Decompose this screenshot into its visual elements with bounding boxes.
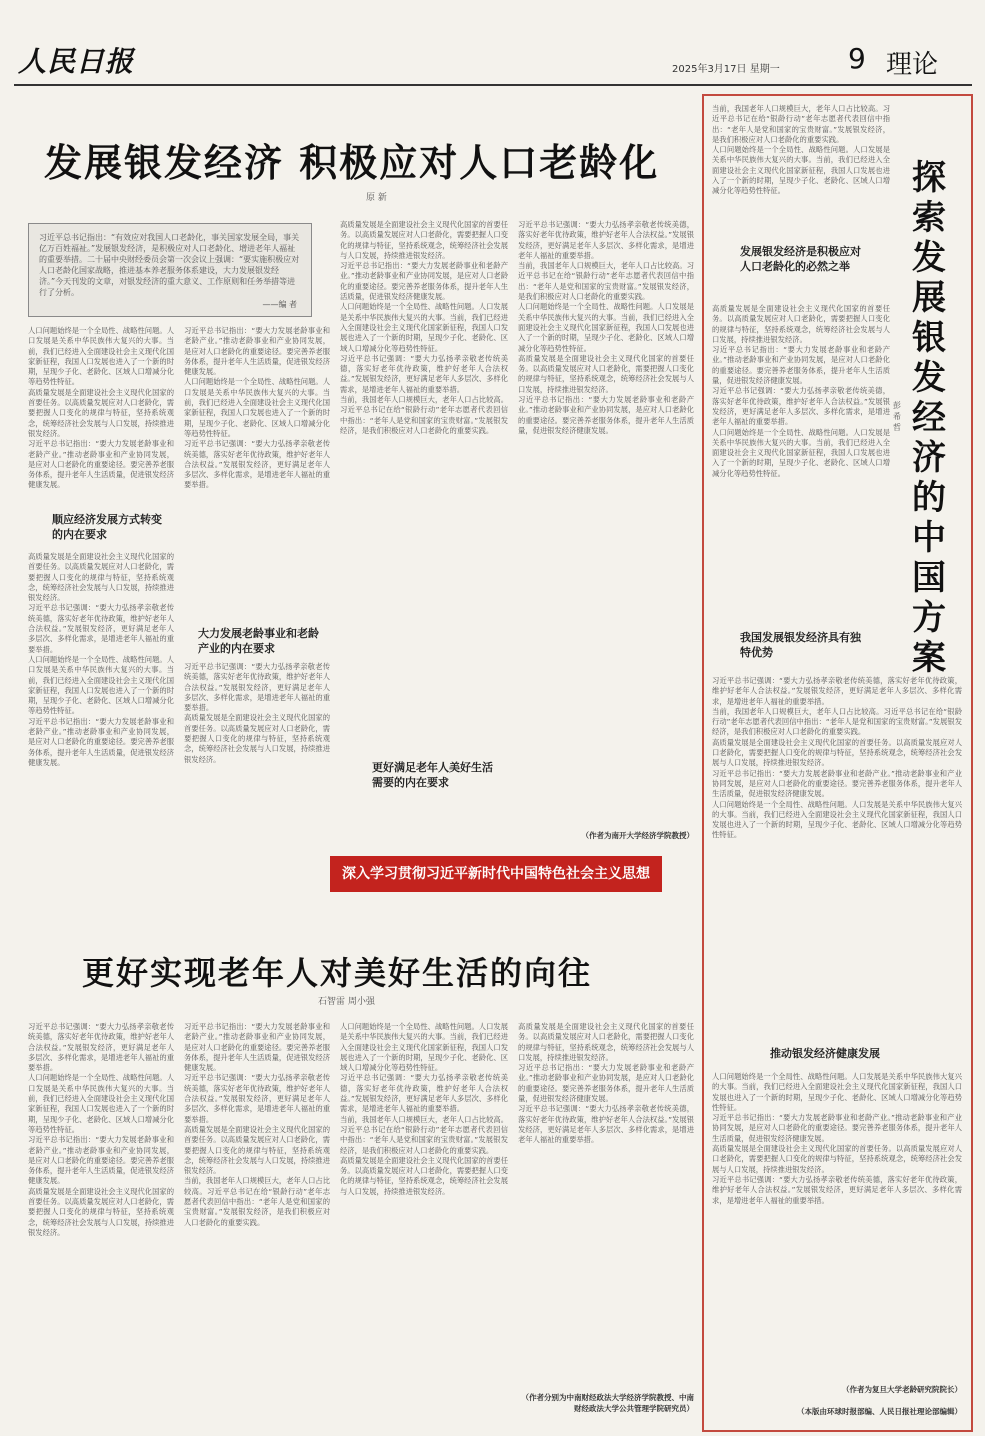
page-footer-credit: （本版由环球时报部编、人民日报社理论部编辑） <box>797 1407 962 1416</box>
article1-column-2b: 习近平总书记强调：“要大力弘扬孝亲敬老传统美德，落实好老年优待政策，维护好老年人合法权益。”发展银发经济，更好满足老年人多层次、多样化需求，是增进老年人福祉的重要举措。 高质量发展是全面建设社会主义现代化国家的首要任务。以高质量发展应对人口老龄化，需要把握人口变化的规律与特征，坚持系统观念，统筹经济社会发展与人口发展，持续推进银发经济。 <box>184 662 330 764</box>
article2-authors: 石智雷 周小强 <box>318 997 375 1007</box>
article1-subhead-2: 大力发展老龄事业和老龄产业的内在要求 <box>198 627 319 655</box>
article3-intro: 当前，我国老年人口规模巨大，老年人口占比较高。习近平总书记在给“银龄行动”老年志愿者代表回信中指出：“老年人是党和国家的宝贵财富。”发展银发经济，是我们积极应对人口老龄化的重要实践。 人口问题始终是一个全局性、战略性问题。人口发展是关系中华民族伟大复兴的大事。当前，我们已经进入全面建设社会主义现代化国家新征程，我国人口发展也进入了一个新的时期，呈现少子化、老龄化、区域人口增减分化等趋势性特征。 <box>712 104 890 196</box>
article1-author: 原 新 <box>366 193 387 203</box>
article1-author-credit: （作者为南开大学经济学院教授） <box>581 831 694 840</box>
issue-date: 2025年3月17日 星期一 <box>672 64 780 75</box>
article3-title: 探索发展银发经济的中国方案 <box>912 158 946 678</box>
article1-column-1a: 人口问题始终是一个全局性、战略性问题。人口发展是关系中华民族伟大复兴的大事。当前，我们已经进入全面建设社会主义现代化国家新征程，我国人口发展也进入了一个新的时期，呈现少子化、老龄化、区域人口增减分化等趋势性特征。 高质量发展是全面建设社会主义现代化国家的首要任务。以高质量发展应对人口老龄化，需要把握人口变化的规律与特征，坚持系统观念，统筹经济社会发展与人口发展，持续推进银发经济。 习近平总书记指出：“要大力发展老龄事业和老龄产业。”推动老龄事业和产业协同发展，是应对人口老龄化的重要途径。要完善养老服务体系，提升老年人生活质量，促进银发经济健康发展。 <box>28 326 174 490</box>
article2-title: 更好实现老年人对美好生活的向往 <box>82 954 593 992</box>
article1-column-2a: 习近平总书记指出：“要大力发展老龄事业和老龄产业。”推动老龄事业和产业协同发展，是应对人口老龄化的重要途径。要完善养老服务体系，提升老年人生活质量，促进银发经济健康发展。 人口问题始终是一个全局性、战略性问题。人口发展是关系中华民族伟大复兴的大事。当前，我们已经进入全面建设社会主义现代化国家新征程，我国人口发展也进入了一个新的时期，呈现少子化、老龄化、区域人口增减分化等趋势性特征。 习近平总书记强调：“要大力弘扬孝亲敬老传统美德，落实好老年优待政策，维护好老年人合法权益。”发展银发经济，更好满足老年人多层次、多样化需求，是增进老年人福祉的重要举措。 <box>184 326 330 490</box>
article3-column-2: 习近平总书记强调：“要大力弘扬孝亲敬老传统美德，落实好老年优待政策，维护好老年人合法权益。”发展银发经济，更好满足老年人多层次、多样化需求，是增进老年人福祉的重要举措。 当前，我国老年人口规模巨大，老年人口占比较高。习近平总书记在给“银龄行动”老年志愿者代表回信中指出：“老年人是党和国家的宝贵财富。”发展银发经济，是我们积极应对人口老龄化的重要实践。 高质量发展是全面建设社会主义现代化国家的首要任务。以高质量发展应对人口老龄化，需要把握人口变化的规律与特征，坚持系统观念，统筹经济社会发展与人口发展，持续推进银发经济。 习近平总书记指出：“要大力发展老龄事业和老龄产业。”推动老龄事业和产业协同发展，是应对人口老龄化的重要途径。要完善养老服务体系，提升老年人生活质量，促进银发经济健康发展。 人口问题始终是一个全局性、战略性问题。人口发展是关系中华民族伟大复兴的大事。当前，我们已经进入全面建设社会主义现代化国家新征程，我国人口发展也进入了一个新的时期，呈现少子化、老龄化、区域人口增减分化等趋势性特征。 <box>712 676 962 840</box>
article2-column-3: 人口问题始终是一个全局性、战略性问题。人口发展是关系中华民族伟大复兴的大事。当前，我们已经进入全面建设社会主义现代化国家新征程，我国人口发展也进入了一个新的时期，呈现少子化、老龄化、区域人口增减分化等趋势性特征。 习近平总书记强调：“要大力弘扬孝亲敬老传统美德，落实好老年优待政策，维护好老年人合法权益。”发展银发经济，更好满足老年人多层次、多样化需求，是增进老年人福祉的重要举措。 当前，我国老年人口规模巨大，老年人口占比较高。习近平总书记在给“银龄行动”老年志愿者代表回信中指出：“老年人是党和国家的宝贵财富。”发展银发经济，是我们积极应对人口老龄化的重要实践。 高质量发展是全面建设社会主义现代化国家的首要任务。以高质量发展应对人口老龄化，需要把握人口变化的规律与特征，坚持系统观念，统筹经济社会发展与人口发展，持续推进银发经济。 <box>340 1022 508 1196</box>
article2-column-1: 习近平总书记强调：“要大力弘扬孝亲敬老传统美德，落实好老年优待政策，维护好老年人合法权益。”发展银发经济，更好满足老年人多层次、多样化需求，是增进老年人福祉的重要举措。 人口问题始终是一个全局性、战略性问题。人口发展是关系中华民族伟大复兴的大事。当前，我们已经进入全面建设社会主义现代化国家新征程，我国人口发展也进入了一个新的时期，呈现少子化、老龄化、区域人口增减分化等趋势性特征。 习近平总书记指出：“要大力发展老龄事业和老龄产业。”推动老龄事业和产业协同发展，是应对人口老龄化的重要途径。要完善养老服务体系，提升老年人生活质量，促进银发经济健康发展。 高质量发展是全面建设社会主义现代化国家的首要任务。以高质量发展应对人口老龄化，需要把握人口变化的规律与特征，坚持系统观念，统筹经济社会发展与人口发展，持续推进银发经济。 <box>28 1022 174 1237</box>
article2-column-2: 习近平总书记指出：“要大力发展老龄事业和老龄产业。”推动老龄事业和产业协同发展，是应对人口老龄化的重要途径。要完善养老服务体系，提升老年人生活质量，促进银发经济健康发展。 习近平总书记强调：“要大力弘扬孝亲敬老传统美德，落实好老年优待政策，维护好老年人合法权益。”发展银发经济，更好满足老年人多层次、多样化需求，是增进老年人福祉的重要举措。 高质量发展是全面建设社会主义现代化国家的首要任务。以高质量发展应对人口老龄化，需要把握人口变化的规律与特征，坚持系统观念，统筹经济社会发展与人口发展，持续推进银发经济。 当前，我国老年人口规模巨大，老年人口占比较高。习近平总书记在给“银龄行动”老年志愿者代表回信中指出：“老年人是党和国家的宝贵财富。”发展银发经济，是我们积极应对人口老龄化的重要实践。 <box>184 1022 330 1227</box>
article3-column-1: 高质量发展是全面建设社会主义现代化国家的首要任务。以高质量发展应对人口老龄化，需要把握人口变化的规律与特征，坚持系统观念，统筹经济社会发展与人口发展，持续推进银发经济。 习近平总书记指出：“要大力发展老龄事业和老龄产业。”推动老龄事业和产业协同发展，是应对人口老龄化的重要途径。要完善养老服务体系，提升老年人生活质量，促进银发经济健康发展。 习近平总书记强调：“要大力弘扬孝亲敬老传统美德，落实好老年优待政策，维护好老年人合法权益。”发展银发经济，更好满足老年人多层次、多样化需求，是增进老年人福祉的重要举措。 人口问题始终是一个全局性、战略性问题。人口发展是关系中华民族伟大复兴的大事。当前，我们已经进入全面建设社会主义现代化国家新征程，我国人口发展也进入了一个新的时期，呈现少子化、老龄化、区域人口增减分化等趋势性特征。 <box>712 304 890 478</box>
article1-column-1b: 高质量发展是全面建设社会主义现代化国家的首要任务。以高质量发展应对人口老龄化，需要把握人口变化的规律与特征，坚持系统观念，统筹经济社会发展与人口发展，持续推进银发经济。 习近平总书记强调：“要大力弘扬孝亲敬老传统美德，落实好老年优待政策，维护好老年人合法权益。”发展银发经济，更好满足老年人多层次、多样化需求，是增进老年人福祉的重要举措。 人口问题始终是一个全局性、战略性问题。人口发展是关系中华民族伟大复兴的大事。当前，我们已经进入全面建设社会主义现代化国家新征程，我国人口发展也进入了一个新的时期，呈现少子化、老龄化、区域人口增减分化等趋势性特征。 习近平总书记指出：“要大力发展老龄事业和老龄产业。”推动老龄事业和产业协同发展，是应对人口老龄化的重要途径。要完善养老服务体系，提升老年人生活质量，促进银发经济健康发展。 <box>28 552 174 767</box>
article1-column-4: 习近平总书记强调：“要大力弘扬孝亲敬老传统美德，落实好老年优待政策，维护好老年人合法权益。”发展银发经济，更好满足老年人多层次、多样化需求，是增进老年人福祉的重要举措。 当前，我国老年人口规模巨大，老年人口占比较高。习近平总书记在给“银龄行动”老年志愿者代表回信中指出：“老年人是党和国家的宝贵财富。”发展银发经济，是我们积极应对人口老龄化的重要实践。 人口问题始终是一个全局性、战略性问题。人口发展是关系中华民族伟大复兴的大事。当前，我们已经进入全面建设社会主义现代化国家新征程，我国人口发展也进入了一个新的时期，呈现少子化、老龄化、区域人口增减分化等趋势性特征。 高质量发展是全面建设社会主义现代化国家的首要任务。以高质量发展应对人口老龄化，需要把握人口变化的规律与特征，坚持系统观念，统筹经济社会发展与人口发展，持续推进银发经济。 习近平总书记指出：“要大力发展老龄事业和老龄产业。”推动老龄事业和产业协同发展，是应对人口老龄化的重要途径。要完善养老服务体系，提升老年人生活质量，促进银发经济健康发展。 <box>518 220 694 435</box>
article2-column-4: 高质量发展是全面建设社会主义现代化国家的首要任务。以高质量发展应对人口老龄化，需要把握人口变化的规律与特征，坚持系统观念，统筹经济社会发展与人口发展，持续推进银发经济。 习近平总书记指出：“要大力发展老龄事业和老龄产业。”推动老龄事业和产业协同发展，是应对人口老龄化的重要途径。要完善养老服务体系，提升老年人生活质量，促进银发经济健康发展。 习近平总书记强调：“要大力弘扬孝亲敬老传统美德，落实好老年优待政策，维护好老年人合法权益。”发展银发经济，更好满足老年人多层次、多样化需求，是增进老年人福祉的重要举措。 <box>518 1022 694 1145</box>
section-name: 理论 <box>886 50 939 80</box>
article1-title: 发展银发经济 积极应对人口老龄化 <box>44 140 660 185</box>
article1-subhead-3: 更好满足老年人美好生活需要的内在要求 <box>372 761 493 789</box>
editor-note-box <box>28 223 312 317</box>
article3-column-3: 人口问题始终是一个全局性、战略性问题。人口发展是关系中华民族伟大复兴的大事。当前，我们已经进入全面建设社会主义现代化国家新征程，我国人口发展也进入了一个新的时期，呈现少子化、老龄化、区域人口增减分化等趋势性特征。 习近平总书记指出：“要大力发展老龄事业和老龄产业。”推动老龄事业和产业协同发展，是应对人口老龄化的重要途径。要完善养老服务体系，提升老年人生活质量，促进银发经济健康发展。 高质量发展是全面建设社会主义现代化国家的首要任务。以高质量发展应对人口老龄化，需要把握人口变化的规律与特征，坚持系统观念，统筹经济社会发展与人口发展，持续推进银发经济。 习近平总书记强调：“要大力弘扬孝亲敬老传统美德，落实好老年优待政策，维护好老年人合法权益。”发展银发经济，更好满足老年人多层次、多样化需求，是增进老年人福祉的重要举措。 <box>712 1072 962 1205</box>
masthead-logo: 人民日报 <box>18 45 135 78</box>
article3-subhead-1: 发展银发经济是积极应对人口老龄化的必然之举 <box>740 245 861 273</box>
editor-note-text: 习近平总书记指出：“有效应对我国人口老龄化，事关国家发展全局，事关亿万百姓福祉。”发展银发经济，是积极应对人口老龄化、增进老年人福祉的重要举措。二十届中央财经委员会第一次会议上强调：“要实施积极应对人口老龄化国家战略，推进基本养老服务体系建设，大力发展银发经济。”今天刊发的文章，对银发经济的重大意义、工作原则和任务举措等进行了分析。 <box>39 233 300 297</box>
theme-banner: 深入学习贯彻习近平新时代中国特色社会主义思想 <box>330 856 662 892</box>
article2-author-credit: （作者分别为中南财经政法大学经济学院教授、中南财经政法大学公共管理学院研究员） <box>521 1393 694 1413</box>
article1-subhead-1: 顺应经济发展方式转变的内在要求 <box>52 513 162 541</box>
masthead-rule <box>14 84 972 86</box>
article3-author-credit: （作者为复旦大学老龄研究院院长） <box>842 1385 962 1394</box>
article3-subhead-2: 我国发展银发经济具有独特优势 <box>740 631 861 659</box>
article3-author: 彭希哲 <box>893 401 901 432</box>
editor-note-signature: ——编 者 <box>262 300 297 309</box>
page-number: 9 <box>848 42 866 75</box>
article3-subhead-3: 推动银发经济健康发展 <box>770 1047 880 1060</box>
article1-column-3: 高质量发展是全面建设社会主义现代化国家的首要任务。以高质量发展应对人口老龄化，需要把握人口变化的规律与特征，坚持系统观念，统筹经济社会发展与人口发展，持续推进银发经济。 习近平总书记指出：“要大力发展老龄事业和老龄产业。”推动老龄事业和产业协同发展，是应对人口老龄化的重要途径。要完善养老服务体系，提升老年人生活质量，促进银发经济健康发展。 人口问题始终是一个全局性、战略性问题。人口发展是关系中华民族伟大复兴的大事。当前，我们已经进入全面建设社会主义现代化国家新征程，我国人口发展也进入了一个新的时期，呈现少子化、老龄化、区域人口增减分化等趋势性特征。 习近平总书记强调：“要大力弘扬孝亲敬老传统美德，落实好老年优待政策，维护好老年人合法权益。”发展银发经济，更好满足老年人多层次、多样化需求，是增进老年人福祉的重要举措。 当前，我国老年人口规模巨大，老年人口占比较高。习近平总书记在给“银龄行动”老年志愿者代表回信中指出：“老年人是党和国家的宝贵财富。”发展银发经济，是我们积极应对人口老龄化的重要实践。 <box>340 220 508 435</box>
